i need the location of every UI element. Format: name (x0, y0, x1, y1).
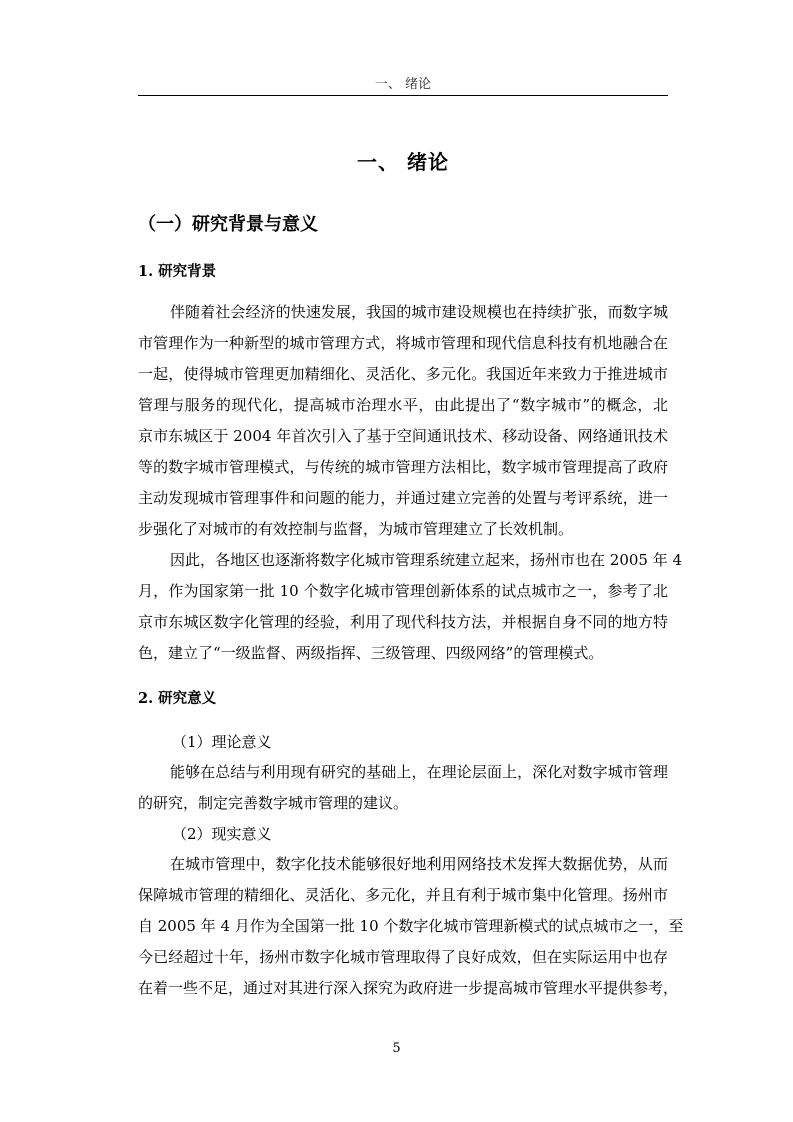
paragraph-line: 管理与服务的现代化，提高城市治理水平，由此提出了“数字城市”的概念，北 (138, 396, 668, 414)
header-divider (138, 95, 668, 96)
paragraph-line: 的研究，制定完善数字城市管理的建议。 (138, 794, 409, 812)
subsection-heading-background: 1. 研究背景 (138, 263, 217, 280)
practice-significance-heading: （2）现实意义 (172, 825, 272, 843)
page-number: 5 (392, 1041, 401, 1056)
paragraph-line: 保障城市管理的精细化、灵活化、多元化，并且有利于城市集中化管理。扬州市 (138, 886, 668, 904)
paragraph-line: 市管理作为一种新型的城市管理方式，将城市管理和现代信息科技有机地融合在 (138, 334, 668, 352)
paragraph-line: 步强化了对城市的有效控制与监督，为城市管理建立了长效机制。 (138, 520, 574, 538)
paragraph-practice (138, 849, 684, 1004)
paragraph-line: 在城市管理中，数字化技术能够很好地利用网络技术发挥大数据优势，从而 (170, 855, 668, 873)
paragraph-line: 京市东城区于 2004 年首次引入了基于空间通讯技术、移动设备、网络通讯技术 (138, 427, 668, 445)
paragraph-background-2 (138, 545, 683, 669)
paragraph-line: 在着一些不足，通过对其进行深入探究为政府进一步提高城市管理水平提供参考， (138, 979, 679, 997)
section-title: （一）研究背景与意义 (138, 214, 318, 235)
paragraph-line: 一起，使得城市管理更加精细化、灵活化、多元化。我国近年来致力于推进城市 (138, 365, 668, 383)
paragraph-background-1 (138, 297, 668, 545)
paragraph-line: 因此，各地区也逐渐将数字化城市管理系统建立起来，扬州市也在 2005 年 4 (170, 551, 683, 569)
paragraph-line: 等的数字城市管理模式，与传统的城市管理方法相比，数字城市管理提高了政府 (138, 458, 668, 476)
paragraph-line: 自 2005 年 4 月作为全国第一批 10 个数字化城市管理新模式的试点城市之一，至 (138, 917, 684, 935)
running-header: 一、 绪论 (374, 77, 432, 92)
paragraph-line: 月，作为国家第一批 10 个数字化城市管理创新体系的试点城市之一，参考了北 (138, 582, 668, 600)
paragraph-line: 色，建立了“一级监督、两级指挥、三级管理、四级网络”的管理模式。 (138, 644, 604, 662)
paragraph-line: 京市东城区数字化管理的经验，利用了现代科技方法，并根据自身不同的地方特 (138, 613, 668, 631)
paragraph-theory (138, 757, 668, 819)
theory-significance-heading: （1）理论意义 (172, 733, 272, 751)
paragraph-line: 伴随着社会经济的快速发展，我国的城市建设规模也在持续扩张，而数字城 (170, 303, 668, 321)
paragraph-line: 能够在总结与利用现有研究的基础上，在理论层面上，深化对数字城市管理 (170, 763, 668, 781)
subsection-heading-significance: 2. 研究意义 (138, 690, 217, 707)
paragraph-line: 主动发现城市管理事件和问题的能力，并通过建立完善的处置与考评系统，进一 (138, 489, 668, 507)
paragraph-line: 今已经超过十年，扬州市数字化城市管理取得了良好成效，但在实际运用中也存 (138, 948, 668, 966)
chapter-title: 一、 绪论 (357, 150, 449, 174)
